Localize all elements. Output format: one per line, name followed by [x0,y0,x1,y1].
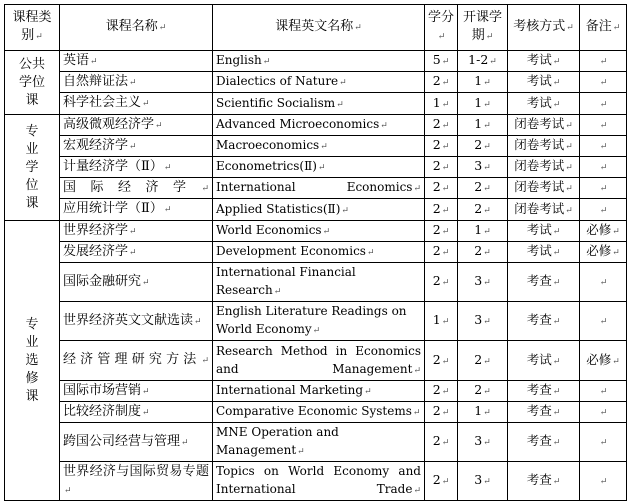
course-credit: 2↵ [425,157,458,178]
course-remarks: ↵ [580,402,627,423]
table-row [5,462,627,501]
course-credit: 2↵ [425,115,458,136]
course-cn-name: 跨国公司经营与管理↵ [60,423,213,462]
course-remarks: ↵ [580,423,627,462]
course-credit: 2↵ [425,263,458,302]
course-en-name: Applied Statistics(Ⅱ)↵ [213,199,425,221]
table-row [5,423,627,462]
course-credit: 1↵ [425,302,458,341]
course-credit: 2↵ [425,136,458,157]
course-cn-name: 科学社会主义↵ [60,93,213,115]
course-cn-name: 世界经济英文文献选读↵ [60,302,213,341]
course-assessment: 考查↵ [508,263,580,302]
course-credit: 1↵ [425,93,458,115]
course-cn-name: 国际市场营销↵ [60,381,213,402]
course-en-name: Topics on World Economy and International Trade↵ [213,462,425,501]
course-credit: 2↵ [425,72,458,93]
table-row [5,51,627,72]
table-row [5,302,627,341]
course-credit: 2↵ [425,381,458,402]
course-semester: 2↵ [458,136,508,157]
course-en-name: Dialectics of Nature↵ [213,72,425,93]
course-assessment: 考查↵ [508,302,580,341]
course-cn-name: 应用统计学（Ⅱ）↵ [60,199,213,221]
table-row [5,341,627,381]
course-assessment: 考查↵ [508,462,580,501]
course-assessment: 考查↵ [508,381,580,402]
course-remarks: 必修↵ [580,341,627,381]
course-cn-name: 英语↵ [60,51,213,72]
course-remarks: 必修↵ [580,242,627,263]
course-remarks: ↵ [580,157,627,178]
course-remarks: ↵ [580,302,627,341]
course-remarks: ↵ [580,115,627,136]
table-row [5,242,627,263]
table-row [5,115,627,136]
course-credit: 2↵ [425,341,458,381]
course-remarks: ↵ [580,199,627,221]
table-row [5,199,627,221]
course-en-name: Development Economics↵ [213,242,425,263]
header-row [5,5,627,51]
category-cell [5,221,60,501]
category-label: 专 业 选 修 课 [25,316,39,404]
course-cn-name: 发展经济学↵ [60,242,213,263]
course-en-name: International Financial Research↵ [213,263,425,302]
header-remarks: 备注↵ [580,5,627,51]
course-credit: 2↵ [425,221,458,242]
course-assessment: 考试↵ [508,341,580,381]
course-table [4,4,627,501]
course-semester: 1↵ [458,115,508,136]
course-remarks: ↵ [580,462,627,501]
course-cn-name: 宏观经济学↵ [60,136,213,157]
course-semester: 3↵ [458,263,508,302]
course-semester: 2↵ [458,341,508,381]
course-en-name: Scientific Socialism↵ [213,93,425,115]
course-assessment: 考查↵ [508,402,580,423]
table-row [5,72,627,93]
course-semester: 1-2↵ [458,51,508,72]
course-en-name: Macroeconomics↵ [213,136,425,157]
course-assessment: 闭卷考试↵ [508,115,580,136]
course-remarks: ↵ [580,178,627,199]
category-cell [5,115,60,221]
course-en-name: International Marketing↵ [213,381,425,402]
category-cell [5,51,60,115]
course-credit: 5↵ [425,51,458,72]
course-credit: 2↵ [425,462,458,501]
course-remarks: ↵ [580,51,627,72]
course-assessment: 考试↵ [508,51,580,72]
course-semester: 3↵ [458,302,508,341]
header-en-name: 课程英文名称↵ [213,5,425,51]
course-semester: 1↵ [458,221,508,242]
course-semester: 2↵ [458,381,508,402]
category-label: 专 业 学 位 课 [25,123,39,211]
course-cn-name: 国际金融研究↵ [60,263,213,302]
course-en-name: Research Method in Economics and Management↵ [213,341,425,381]
course-en-name: International Economics↵ [213,178,425,199]
course-assessment: 闭卷考试↵ [508,178,580,199]
header-category: 课程类别↵ [5,5,60,51]
course-cn-name: 世界经济与国际贸易专题↵ [60,462,213,501]
header-assessment: 考核方式↵ [508,5,580,51]
course-en-name: English Literature Readings on World Economy↵ [213,302,425,341]
table-row [5,221,627,242]
table-row [5,178,627,199]
category-label: 公共 学位 课 [18,56,45,108]
course-credit: 2↵ [425,423,458,462]
table-row [5,136,627,157]
course-semester: 2↵ [458,178,508,199]
course-semester: 2↵ [458,199,508,221]
course-en-name: World Economics↵ [213,221,425,242]
course-assessment: 闭卷考试↵ [508,199,580,221]
course-en-name: MNE Operation and Management↵ [213,423,425,462]
course-remarks: 必修↵ [580,221,627,242]
course-assessment: 考试↵ [508,221,580,242]
course-semester: 1↵ [458,72,508,93]
course-cn-name: 高级微观经济学↵ [60,115,213,136]
course-credit: 2↵ [425,402,458,423]
course-credit: 2↵ [425,199,458,221]
course-assessment: 闭卷考试↵ [508,136,580,157]
course-credit: 2↵ [425,178,458,199]
course-remarks: ↵ [580,136,627,157]
course-semester: 3↵ [458,423,508,462]
table-row [5,263,627,302]
course-credit: 2↵ [425,242,458,263]
course-cn-name: 自然辩证法↵ [60,72,213,93]
header-cn-name: 课程名称↵ [60,5,213,51]
table-row [5,157,627,178]
course-remarks: ↵ [580,93,627,115]
course-semester: 1↵ [458,93,508,115]
course-cn-name: 世界经济学↵ [60,221,213,242]
course-cn-name: 国际经济学↵ [60,178,213,199]
course-semester: 3↵ [458,157,508,178]
course-assessment: 闭卷考试↵ [508,157,580,178]
course-assessment: 考试↵ [508,93,580,115]
course-assessment: 考试↵ [508,242,580,263]
header-credit: 学分↵ [425,5,458,51]
table-row [5,93,627,115]
table-row [5,402,627,423]
course-remarks: ↵ [580,381,627,402]
course-semester: 3↵ [458,462,508,501]
header-semester: 开课学期↵ [458,5,508,51]
course-en-name: Advanced Microeconomics↵ [213,115,425,136]
course-cn-name: 计量经济学（Ⅱ）↵ [60,157,213,178]
course-en-name: English↵ [213,51,425,72]
course-remarks: ↵ [580,263,627,302]
course-semester: 1↵ [458,402,508,423]
course-assessment: 考查↵ [508,423,580,462]
course-semester: 2↵ [458,242,508,263]
course-en-name: Econometrics(Ⅱ)↵ [213,157,425,178]
course-remarks: ↵ [580,72,627,93]
course-cn-name: 经济管理研究方法↵ [60,341,213,381]
course-cn-name: 比较经济制度↵ [60,402,213,423]
course-assessment: 考试↵ [508,72,580,93]
course-en-name: Comparative Economic Systems↵ [213,402,425,423]
table-row [5,381,627,402]
